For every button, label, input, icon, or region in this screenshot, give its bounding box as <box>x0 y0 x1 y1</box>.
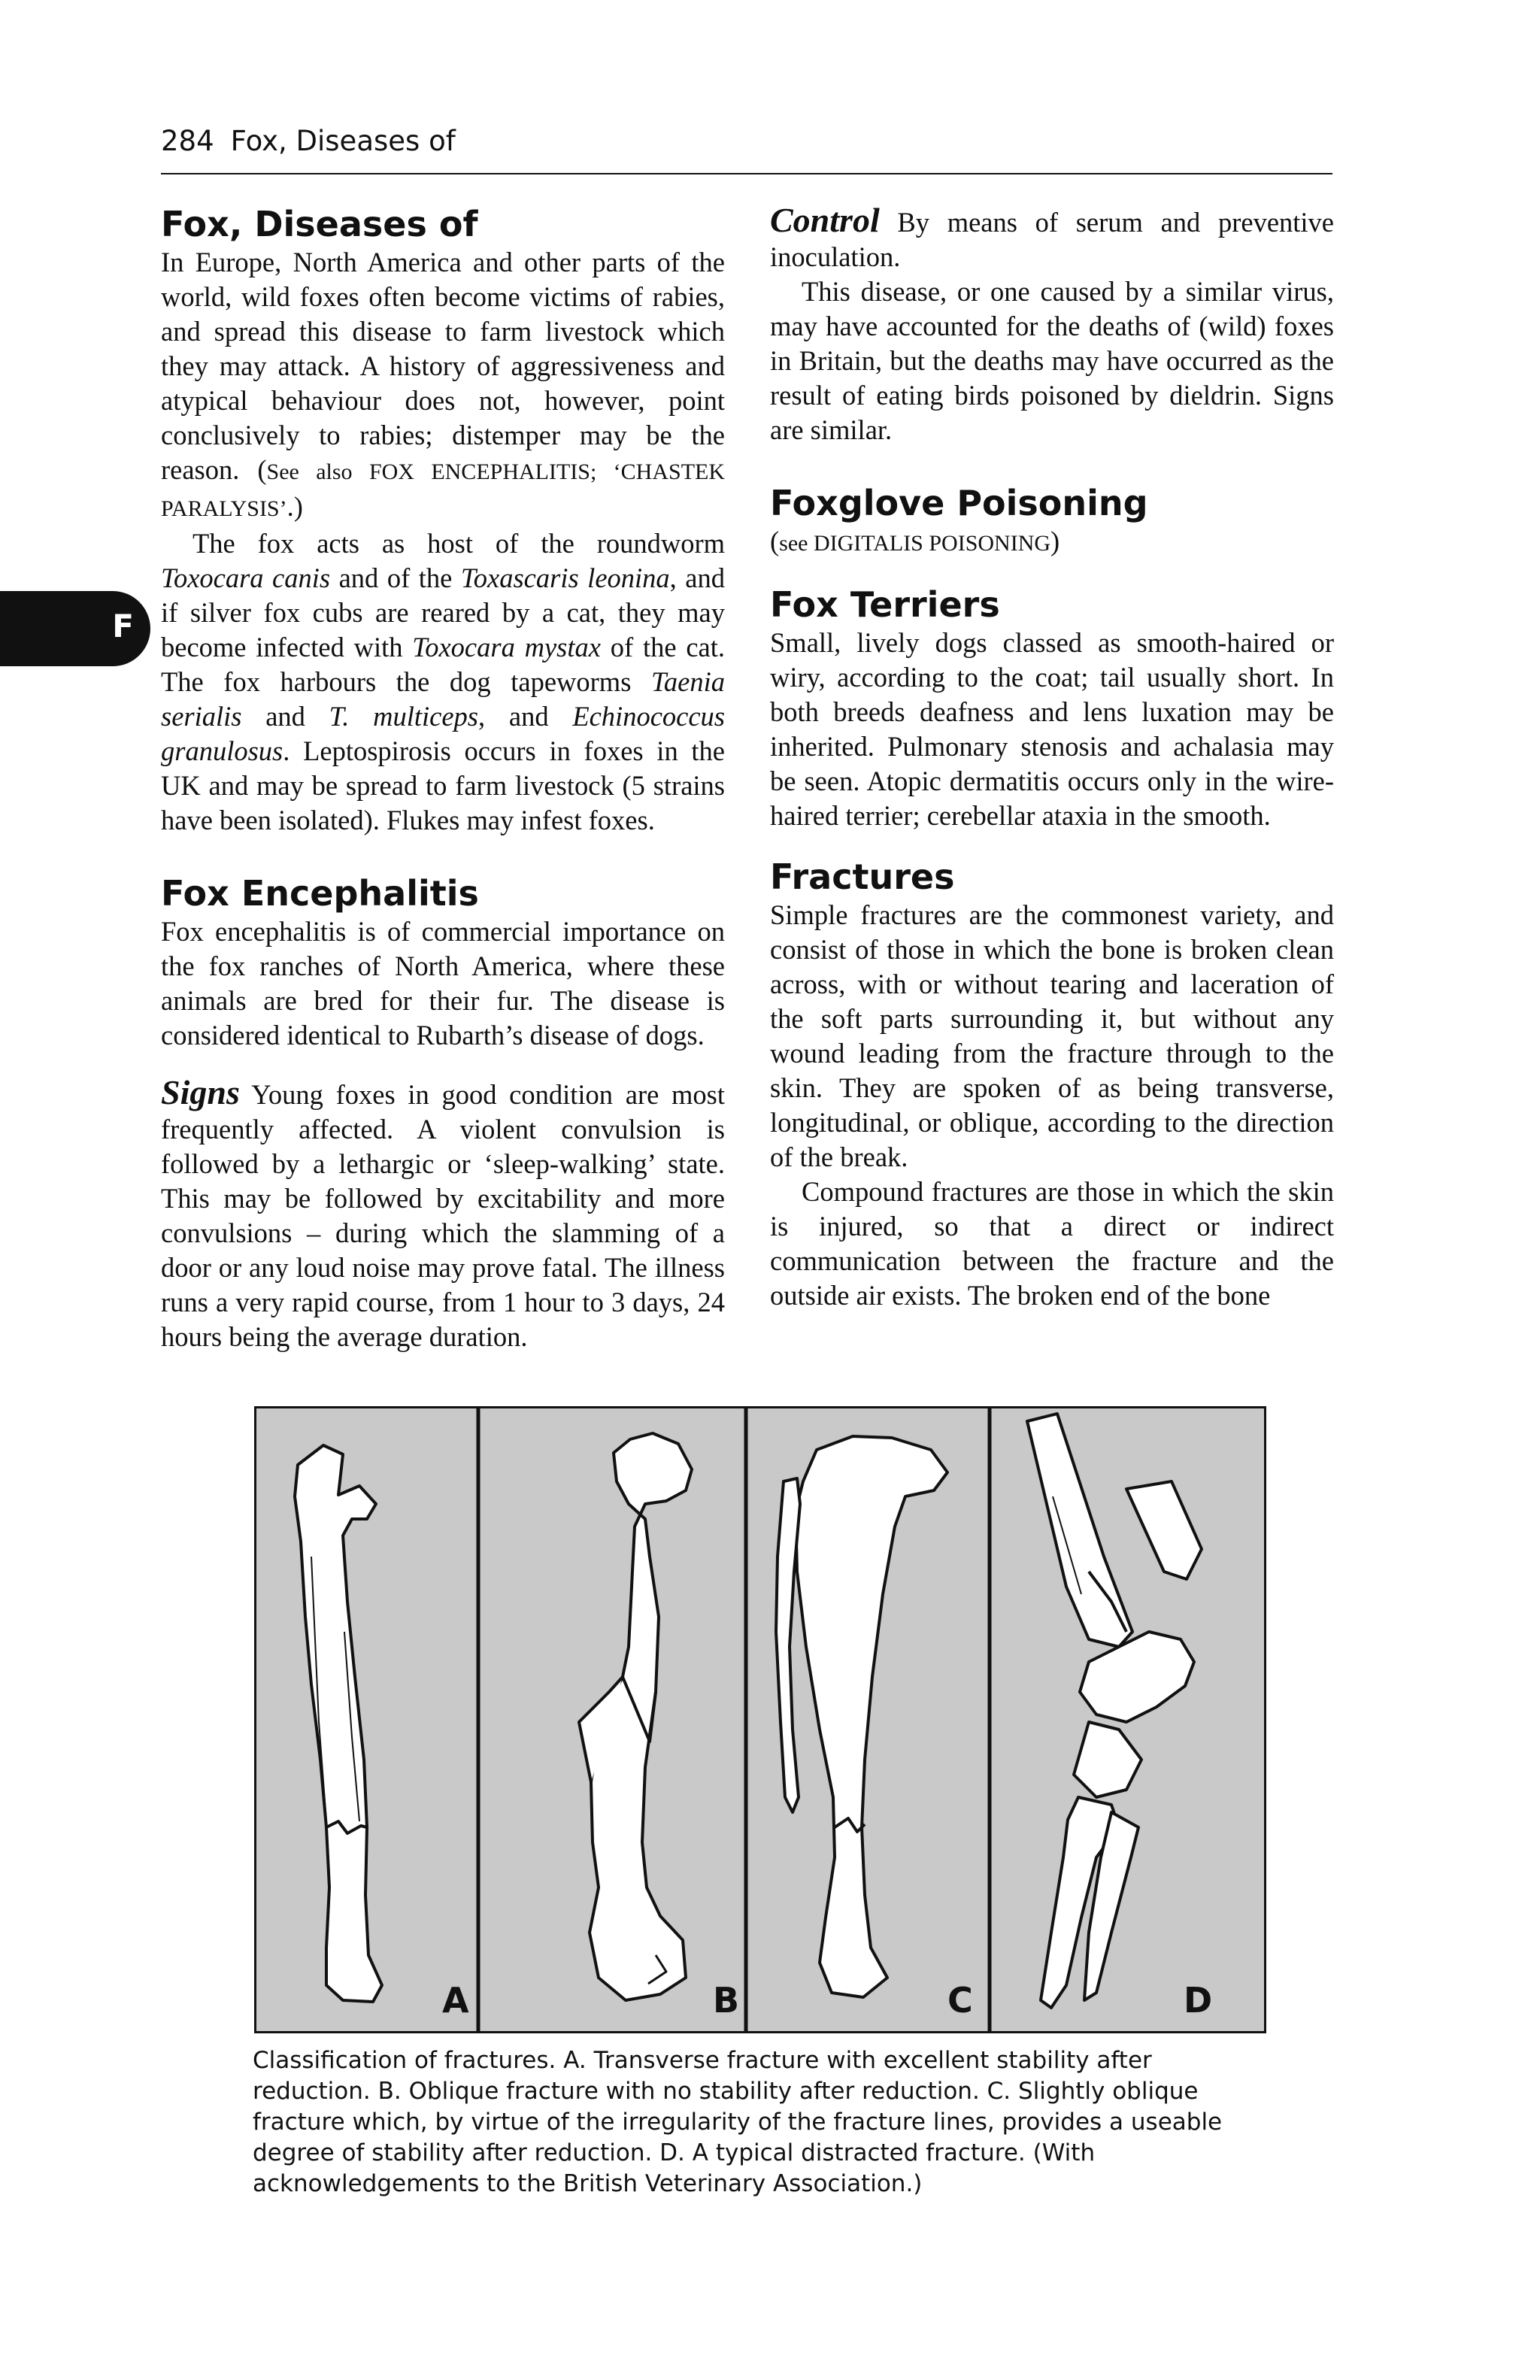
fox-terriers-paragraph: Small, lively dogs classed as smooth-haired or wiry, according to the coat; tail usually short. In both breeds deafness and lens luxation may be inherited. Pulmonary stenosis and achalasia may be seen. Atopic dermatitis occurs only in the wire-haired terrier; cerebellar ataxia in the smooth. <box>770 627 1334 831</box>
fractures-paragraph-1: Simple fractures are the commonest variety, and consist of those in which the bone is broken clean across, with or without tearing and laceration of the soft parts surrounding it, but without any wound leading from the fracture through to the skin. They are spoken of as being transverse, longitudinal, or oblique, according to the direction of the break. <box>770 899 1334 1172</box>
fox-diseases-paragraph-2: The fox acts as host of the roundworm Toxocara canis and of the Toxascaris leonina, and if silver fox cubs are reared by a cat, they may become infected with Toxocara mystax of the cat. The fox harbours the dog tapeworms Taenia serialis and T. multiceps, and Echinococcus granulosus. Leptospirosis occurs in foxes in the UK and may be spread to farm livestock (5 strains have been isolated). Flukes may infest foxes. <box>161 528 726 835</box>
panel-label-c: C <box>947 1980 973 2021</box>
thumb-index-tab <box>0 591 150 666</box>
signs-subheading: Signs <box>161 1073 240 1111</box>
panel-label-d: D <box>1184 1980 1213 2021</box>
signs-paragraph: Signs Young foxes in good condition are most frequently affected. A violent convulsion is followed by a lethargic or ‘sleep-walking’ state. This may be followed by excitability and more convulsions – during which the slamming of a door or any loud noise may prove fatal. The illness runs a very rapid course, from 1 hour to 3 days, 24 hours being the average duration. <box>161 1073 725 1352</box>
running-header <box>161 125 456 157</box>
fox-diseases-paragraph-1: In Europe, North America and other parts of the world, wild foxes often become victims of rabies, and spread this disease to farm livestock which they may attack. A history of aggressiveness and atypical behaviour does not, however, point conclusively to rabies; distemper may be the reason. (See also FOX ENCEPHALITIS; ‘CHASTEK PARALYSIS’.) <box>161 247 726 522</box>
figure-caption: Classification of fractures. A. Transverse fracture with excellent stability after reduction. B. Oblique fracture with no stability after reduction. C. Slightly oblique fracture which, by virtue of the irregularity of the fracture lines, provides a useable degree of stability after reduction. D. A typical distracted fracture. (With acknowledgements to the British Veterinary Association.) <box>253 2047 1223 2197</box>
heading-foxglove-poisoning: Foxglove Poisoning <box>770 483 1148 523</box>
fox-encephalitis-paragraph: Fox encephalitis is of commercial importance on the fox ranches of North America, where these animals are bred for their fur. The disease is considered identical to Rubarth’s disease of dogs. <box>161 916 725 1051</box>
left-column <box>161 203 725 1354</box>
heading-fox-diseases: Fox, Diseases of <box>161 204 478 244</box>
cross-reference: FOX ENCEPHALITIS; ‘CHASTEK PARALYSIS’ <box>161 459 726 521</box>
thumb-tab-letter: F <box>112 608 134 644</box>
heading-fractures: Fractures <box>770 856 955 897</box>
right-column <box>770 203 1334 1313</box>
fractures-figure <box>254 1406 1266 2033</box>
control-paragraph-2: This disease, or one caused by a similar virus, may have accounted for the deaths of (wild) foxes in Britain, but the deaths may have occurred as the result of eating birds poisoned by dieldrin. Signs are similar. <box>770 276 1334 445</box>
panel-label-b: B <box>713 1980 740 2021</box>
heading-fox-terriers: Fox Terriers <box>770 584 1000 625</box>
control-paragraph: Control By means of serum and preventive inoculation. <box>770 201 1334 272</box>
foxglove-cross-reference: (see DIGITALIS POISONING) <box>770 526 1060 556</box>
running-title: Fox, Diseases of <box>230 125 456 157</box>
control-subheading: Control <box>770 201 880 239</box>
page-number: 284 <box>161 125 214 157</box>
fractures-paragraph-2: Compound fractures are those in which the skin is injured, so that a direct or indirect communication between the fracture and the outside air exists. The broken end of the bone <box>770 1176 1334 1311</box>
heading-fox-encephalitis: Fox Encephalitis <box>161 873 479 914</box>
header-rule <box>161 173 1332 174</box>
panel-label-a: A <box>442 1980 469 2021</box>
